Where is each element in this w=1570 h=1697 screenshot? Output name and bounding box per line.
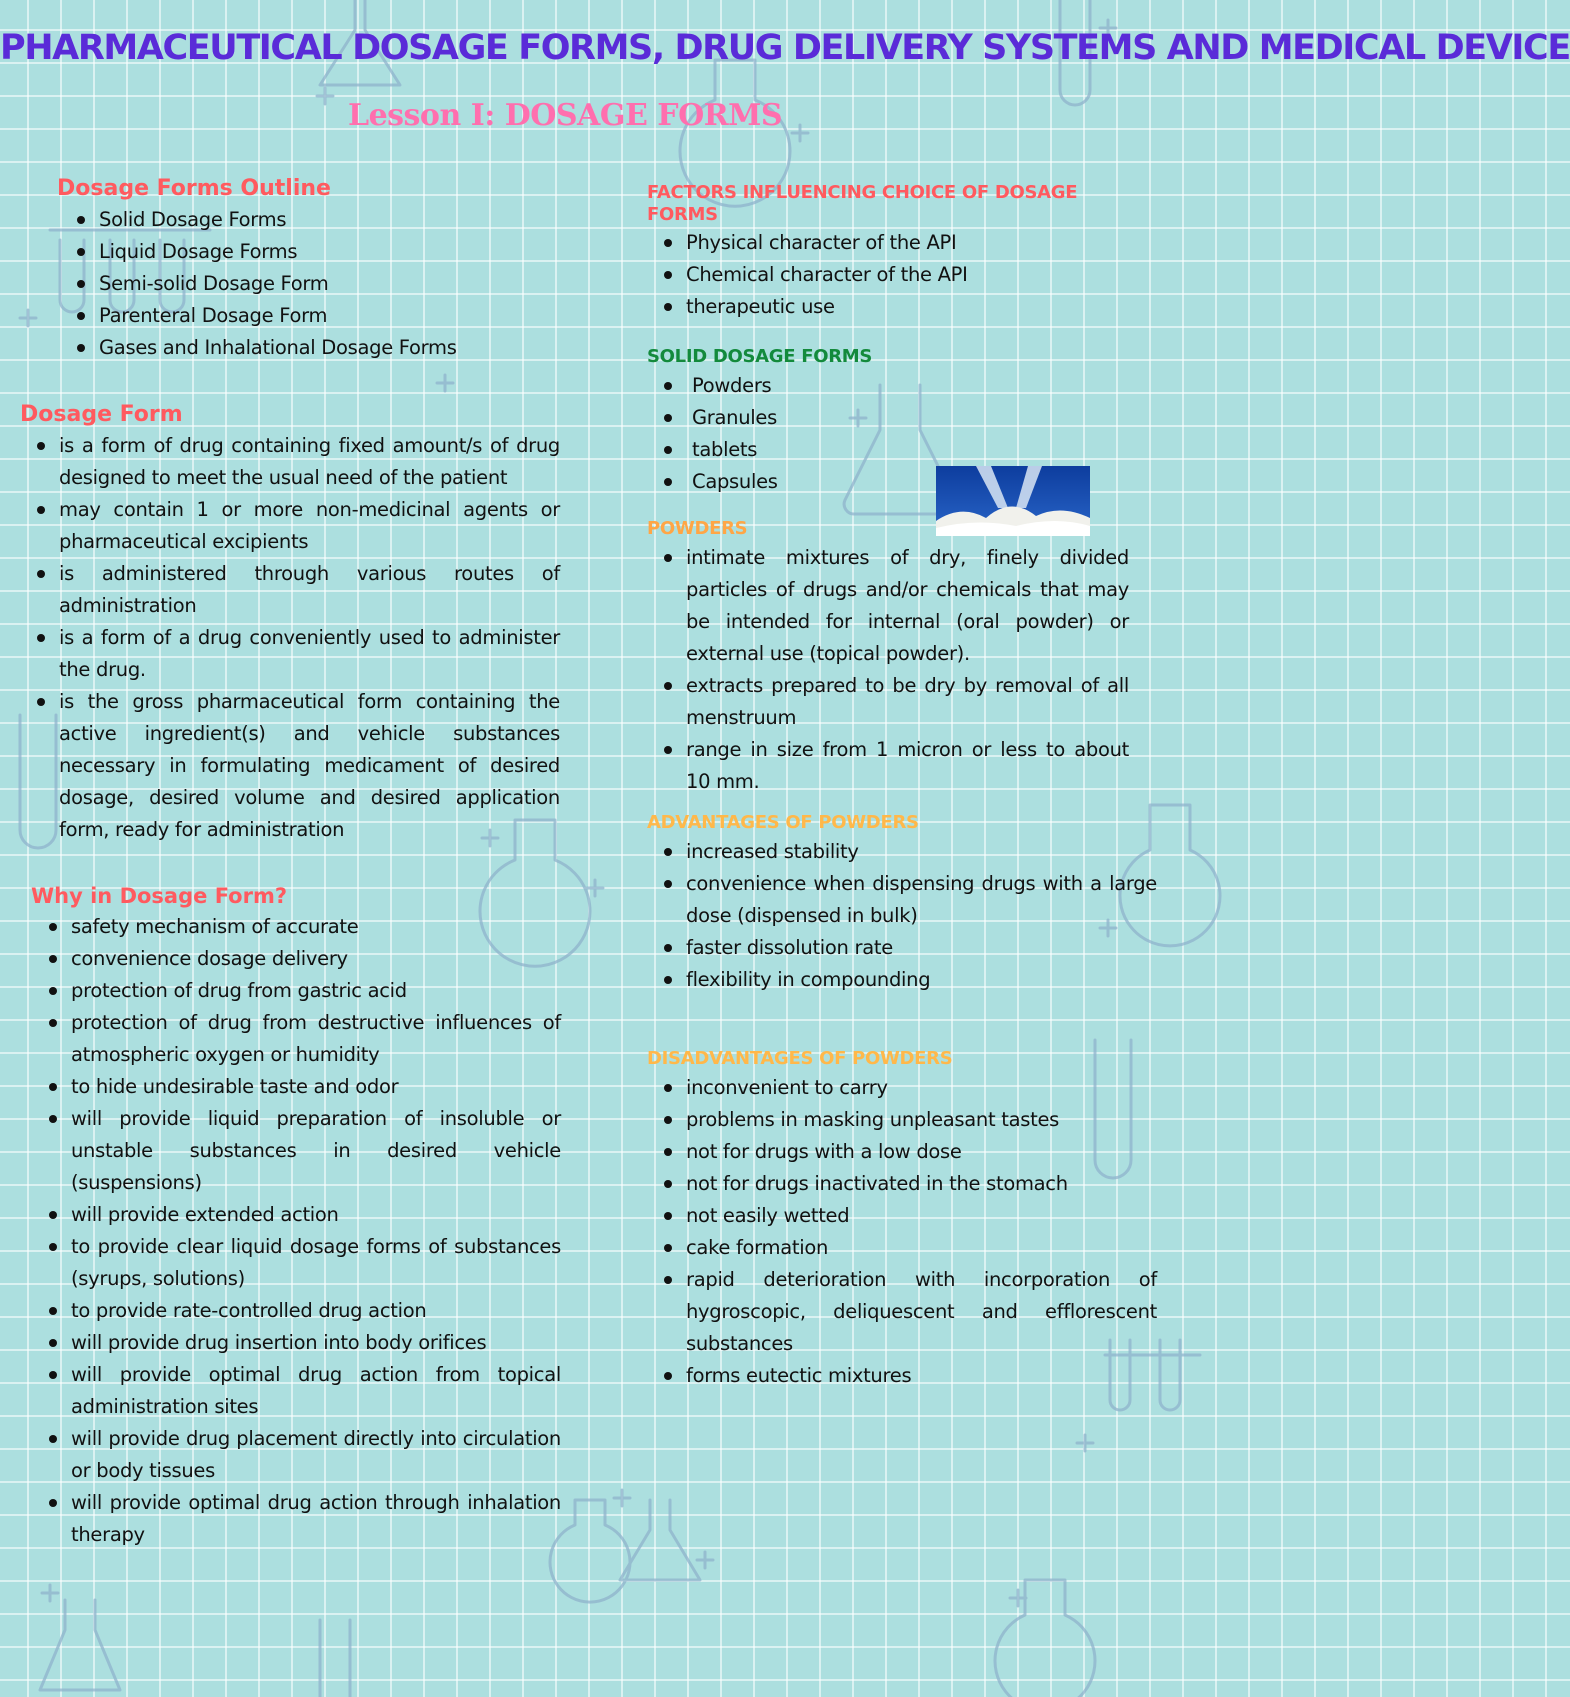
- why-list: [71, 911, 561, 1551]
- bullet-icon: [77, 248, 85, 256]
- list-item-text: Gases and Inhalational Dosage Forms: [99, 336, 457, 360]
- list-item-text: may contain 1 or more non-medicinal agents or pharmaceutical excipients: [59, 498, 560, 554]
- solid-dosage-section: [647, 346, 947, 498]
- list-item: [686, 1168, 1157, 1200]
- bullet-icon: [664, 446, 672, 454]
- list-item-text: will provide liquid preparation of insoluble or unstable substances in desired vehicle (suspensions): [71, 1107, 561, 1195]
- bullet-icon: [49, 1211, 57, 1219]
- bullet-icon: [664, 1084, 672, 1092]
- list-item: [71, 1071, 561, 1103]
- advantages-heading: ADVANTAGES OF POWDERS: [647, 812, 919, 833]
- advantages-list: [686, 836, 1157, 996]
- outline-section: [57, 176, 527, 364]
- list-item: [692, 434, 947, 466]
- bullet-icon: [49, 1499, 57, 1507]
- list-item: [686, 1104, 1157, 1136]
- plus-icon: [1077, 1435, 1093, 1451]
- bullet-icon: [664, 976, 672, 984]
- bullet-icon: [37, 634, 45, 642]
- list-item: [686, 734, 1129, 798]
- bullet-icon: [664, 1244, 672, 1252]
- bullet-icon: [49, 1243, 57, 1251]
- bullet-icon: [664, 1212, 672, 1220]
- list-item-text: will provide extended action: [71, 1203, 339, 1227]
- erlenmeyer-flask-icon: [40, 1600, 120, 1690]
- list-item: [71, 975, 561, 1007]
- list-item: [686, 542, 1129, 670]
- list-item: [59, 558, 560, 622]
- list-item-text: convenience when dispensing drugs with a large dose (dispensed in bulk): [686, 871, 1157, 927]
- list-item: [686, 1072, 1157, 1104]
- powders-heading: POWDERS: [647, 518, 748, 539]
- round-flask-icon: [550, 1500, 630, 1602]
- bullet-icon: [664, 682, 672, 690]
- list-item: [686, 291, 1127, 323]
- bullet-icon: [664, 239, 672, 247]
- advantages-section: [647, 812, 1157, 996]
- bullet-icon: [664, 1276, 672, 1284]
- bullet-icon: [664, 271, 672, 279]
- bullet-icon: [77, 312, 85, 320]
- list-item: [686, 670, 1129, 734]
- plus-icon: [587, 880, 603, 896]
- list-item-text: Physical character of the API: [686, 231, 957, 255]
- list-item-text: range in size from 1 micron or less to about 10 mm.: [686, 737, 1129, 793]
- list-item: [71, 1359, 561, 1423]
- plus-icon: [614, 1490, 630, 1506]
- list-item-text: to provide rate-controlled drug action: [71, 1299, 427, 1323]
- erlenmeyer-flask-icon: [620, 1500, 700, 1580]
- list-item-text: is administered through various routes of administration: [59, 562, 560, 618]
- plus-icon: [42, 1585, 58, 1601]
- list-item-text: Granules: [692, 405, 777, 429]
- list-item-text: intimate mixtures of dry, finely divided particles of drugs and/or chemicals that may be intended for internal (oral powder) or external use (topical powder).: [686, 545, 1129, 665]
- powders-section: [647, 518, 1129, 798]
- list-item-text: forms eutectic mixtures: [686, 1363, 912, 1387]
- bullet-icon: [664, 1372, 672, 1380]
- list-item: [686, 836, 1157, 868]
- bullet-icon: [49, 955, 57, 963]
- list-item-text: Liquid Dosage Forms: [99, 240, 298, 264]
- list-item-text: faster dissolution rate: [686, 935, 893, 959]
- list-item-text: increased stability: [686, 839, 859, 863]
- list-item-text: is a form of drug containing fixed amount/s of drug designed to meet the usual need of the patient: [59, 434, 560, 490]
- list-item-text: will provide optimal drug action through inhalation therapy: [71, 1491, 561, 1547]
- dosage-form-list: [59, 430, 560, 846]
- test-tube-icon: [320, 1620, 350, 1697]
- bullet-icon: [77, 280, 85, 288]
- list-item: [692, 402, 947, 434]
- list-item: [71, 1199, 561, 1231]
- bullet-icon: [664, 1148, 672, 1156]
- list-item-text: Solid Dosage Forms: [99, 208, 287, 232]
- disadvantages-section: [647, 1048, 1157, 1392]
- list-item-text: to provide clear liquid dosage forms of substances (syrups, solutions): [71, 1235, 561, 1291]
- list-item: [71, 911, 561, 943]
- bullet-icon: [664, 746, 672, 754]
- bullet-icon: [49, 923, 57, 931]
- list-item: [71, 1327, 561, 1359]
- bullet-icon: [37, 442, 45, 450]
- factors-heading: FACTORS INFLUENCING CHOICE OF DOSAGE FORMS: [647, 182, 1078, 225]
- bullet-icon: [77, 344, 85, 352]
- list-item: [99, 332, 527, 364]
- bullet-icon: [664, 382, 672, 390]
- list-item-text: rapid deterioration with incorporation of hygroscopic, deliquescent and efflorescent substances: [686, 1267, 1157, 1355]
- list-item: [686, 1232, 1157, 1264]
- bullet-icon: [49, 1019, 57, 1027]
- dosage-form-heading: Dosage Form: [20, 402, 183, 427]
- bullet-icon: [664, 478, 672, 486]
- list-item: [686, 1136, 1157, 1168]
- plus-icon: [437, 375, 453, 391]
- list-item: [686, 932, 1157, 964]
- list-item: [99, 268, 527, 300]
- powders-list: [686, 542, 1129, 798]
- bullet-icon: [664, 1116, 672, 1124]
- list-item: [692, 370, 947, 402]
- list-item-text: will provide drug insertion into body orifices: [71, 1331, 487, 1355]
- solid-dosage-list: [692, 370, 947, 498]
- bullet-icon: [49, 987, 57, 995]
- list-item: [71, 1487, 561, 1551]
- bullet-icon: [664, 554, 672, 562]
- list-item-text: will provide optimal drug action from topical administration sites: [71, 1363, 561, 1419]
- bullet-icon: [664, 944, 672, 952]
- list-item-text: protection of drug from destructive influences of atmospheric oxygen or humidity: [71, 1011, 561, 1067]
- solid-dosage-heading: SOLID DOSAGE FORMS: [647, 346, 873, 367]
- list-item-text: Powders: [692, 373, 772, 397]
- list-item-text: safety mechanism of accurate: [71, 915, 359, 939]
- disadvantages-list: [686, 1072, 1157, 1392]
- list-item: [71, 943, 561, 975]
- list-item-text: not easily wetted: [686, 1203, 850, 1227]
- list-item-text: extracts prepared to be dry by removal of all menstruum: [686, 673, 1129, 729]
- list-item-text: tablets: [692, 437, 758, 461]
- list-item: [686, 259, 1127, 291]
- bullet-icon: [49, 1371, 57, 1379]
- list-item-text: Semi-solid Dosage Form: [99, 272, 329, 296]
- disadvantages-heading: DISADVANTAGES OF POWDERS: [647, 1048, 953, 1069]
- list-item: [71, 1231, 561, 1295]
- list-item: [99, 300, 527, 332]
- list-item: [71, 1103, 561, 1199]
- list-item-text: is a form of a drug conveniently used to administer the drug.: [59, 626, 560, 682]
- factors-list: [686, 227, 1127, 323]
- list-item: [71, 1295, 561, 1327]
- list-item-text: convenience dosage delivery: [71, 947, 348, 971]
- list-item-text: to hide undesirable taste and odor: [71, 1075, 399, 1099]
- list-item: [59, 430, 560, 494]
- list-item: [686, 1200, 1157, 1232]
- list-item-text: Capsules: [692, 469, 778, 493]
- bullet-icon: [49, 1083, 57, 1091]
- bullet-icon: [664, 1180, 672, 1188]
- bullet-icon: [37, 698, 45, 706]
- list-item: [686, 964, 1157, 996]
- plus-icon: [20, 310, 36, 326]
- bullet-icon: [664, 303, 672, 311]
- list-item-text: Parenteral Dosage Form: [99, 304, 328, 328]
- list-item: [71, 1423, 561, 1487]
- bullet-icon: [37, 506, 45, 514]
- list-item: [59, 494, 560, 558]
- list-item-text: Chemical character of the API: [686, 263, 968, 287]
- why-heading: Why in Dosage Form?: [31, 884, 288, 908]
- dosage-form-section: [20, 402, 560, 846]
- list-item: [686, 1264, 1157, 1360]
- bullet-icon: [49, 1339, 57, 1347]
- bullet-icon: [49, 1115, 57, 1123]
- list-item: [686, 1360, 1157, 1392]
- plus-icon: [697, 1552, 713, 1568]
- list-item: [99, 204, 527, 236]
- bullet-icon: [664, 414, 672, 422]
- list-item: [71, 1007, 561, 1071]
- factors-section: [647, 182, 1127, 323]
- list-item: [686, 227, 1127, 259]
- list-item-text: flexibility in compounding: [686, 967, 931, 991]
- list-item-text: is the gross pharmaceutical form containing the active ingredient(s) and vehicle substances necessary in formulating medicament of desired dosage, desired volume and desired application form, ready for administration: [59, 690, 560, 842]
- list-item-text: problems in masking unpleasant tastes: [686, 1107, 1059, 1131]
- list-item: [692, 466, 947, 498]
- bullet-icon: [664, 848, 672, 856]
- outline-heading: Dosage Forms Outline: [57, 176, 331, 201]
- list-item: [99, 236, 527, 268]
- list-item-text: not for drugs with a low dose: [686, 1139, 962, 1163]
- list-item-text: not for drugs inactivated in the stomach: [686, 1171, 1068, 1195]
- list-item-text: inconvenient to carry: [686, 1075, 888, 1099]
- bullet-icon: [49, 1307, 57, 1315]
- bullet-icon: [77, 216, 85, 224]
- list-item: [59, 686, 560, 846]
- list-item-text: will provide drug placement directly into circulation or body tissues: [71, 1427, 561, 1483]
- outline-list: [99, 204, 527, 364]
- list-item: [686, 868, 1157, 932]
- bullet-icon: [37, 570, 45, 578]
- list-item: [59, 622, 560, 686]
- bullet-icon: [664, 880, 672, 888]
- why-section: [31, 884, 561, 1551]
- lesson-subtitle: Lesson I: DOSAGE FORMS: [347, 98, 783, 133]
- page-title: PHARMACEUTICAL DOSAGE FORMS, DRUG DELIVERY SYSTEMS AND MEDICAL DEVICE: [0, 28, 1570, 68]
- list-item-text: therapeutic use: [686, 295, 835, 319]
- list-item-text: cake formation: [686, 1235, 829, 1259]
- bullet-icon: [49, 1435, 57, 1443]
- list-item-text: protection of drug from gastric acid: [71, 979, 407, 1003]
